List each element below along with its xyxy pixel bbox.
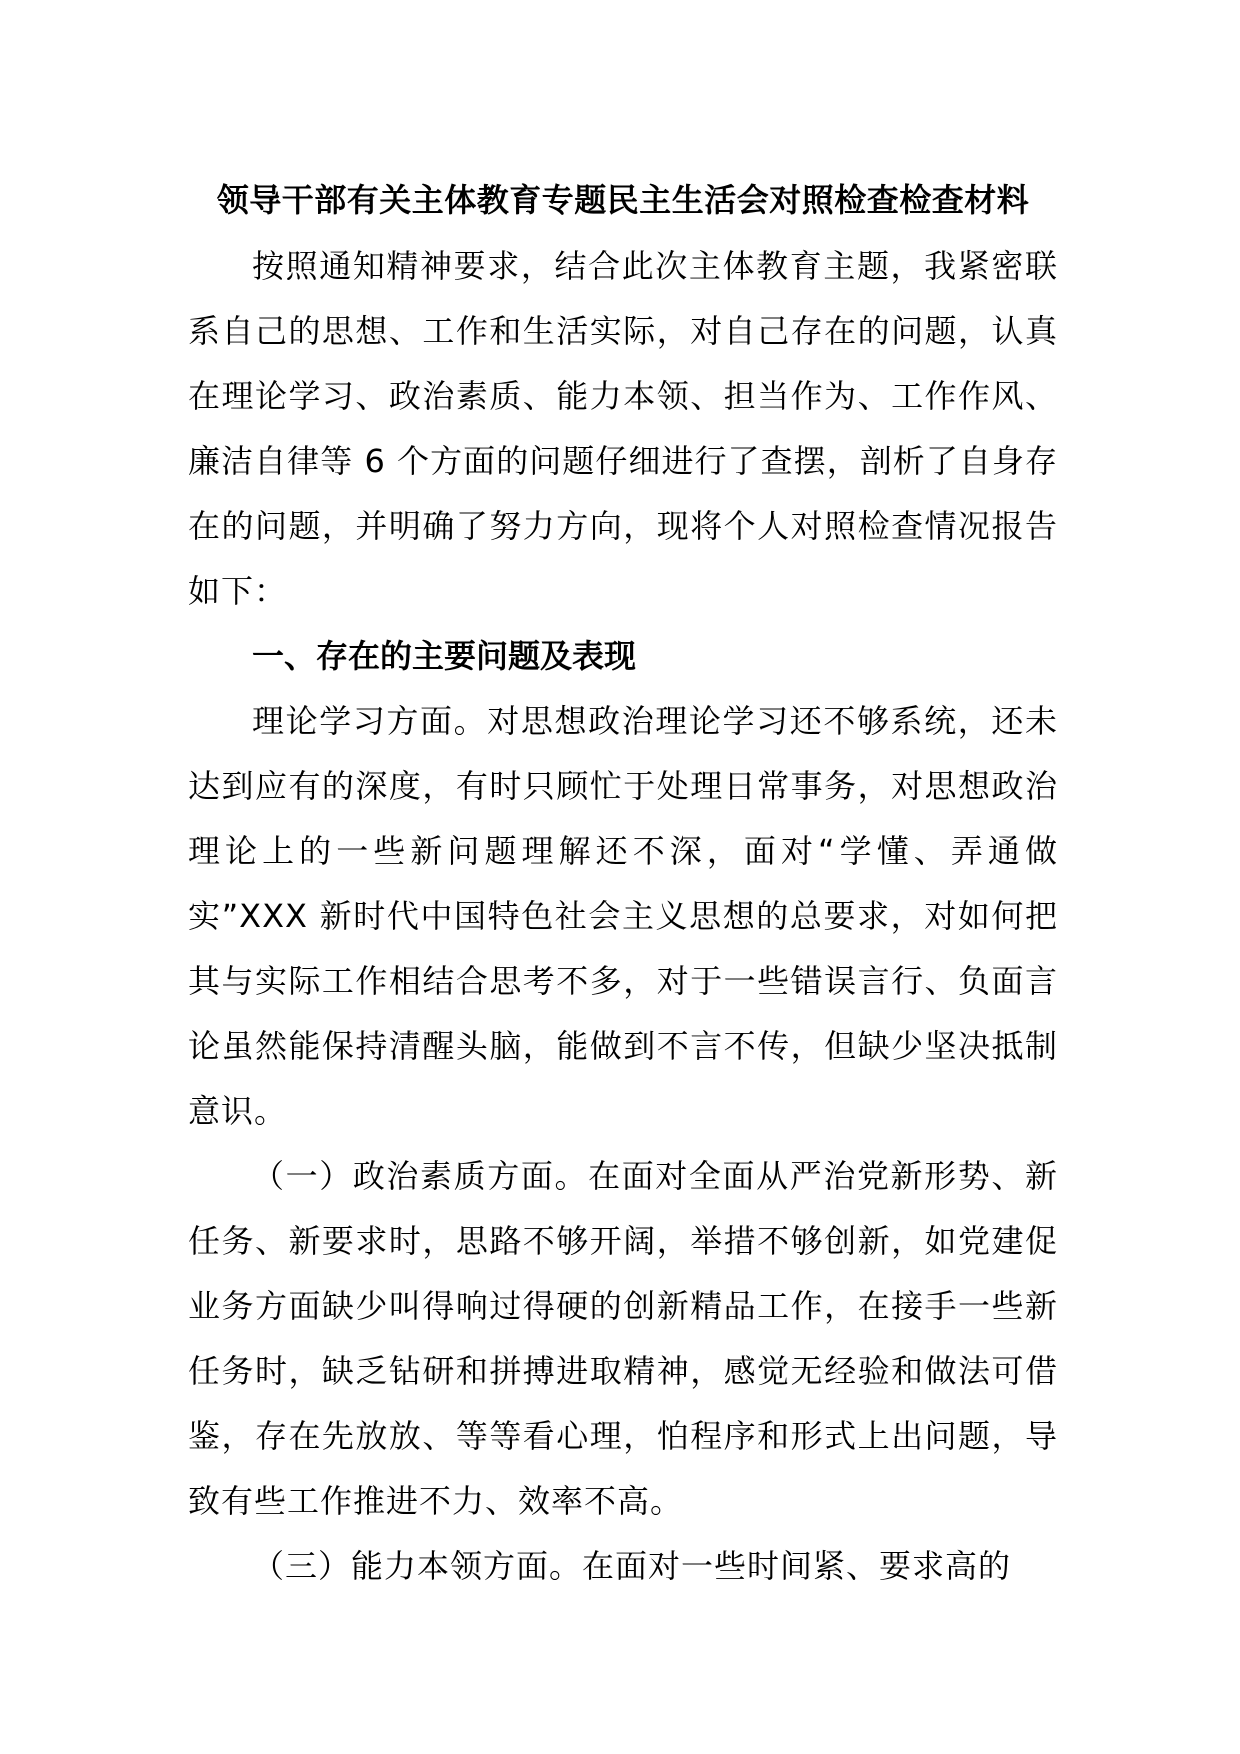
political-quality-paragraph: （一）政治素质方面。在面对全面从严治党新形势、新任务、新要求时，思路不够开阔，举措不够创新，如党建促业务方面缺少叫得响过得硬的创新精品工作，在接手一些新任务时，缺乏钻研和拼搏进取精神，感觉无经验和做法可借鉴，存在先放放、等等看心理，怕程序和形式上出问题，导致有些工作推进不力、效率不高。 bbox=[188, 1157, 1058, 1520]
document-title: 领导干部有关主体教育专题民主生活会对照检查检查材料 bbox=[216, 181, 1030, 219]
theory-study-paragraph: 理论学习方面。对思想政治理论学习还不够系统，还未达到应有的深度，有时只顾忙于处理日常事务，对思想政治理论上的一些新问题理解还不深，面对“学懂、弄通做实”XXX 新时代中国特色社会主义思想的总要求，对如何把其与实际工作相结合思考不多，对于一些错误言行、负面言论虽然能保持清醒头脑，能做到不言不传，但缺少坚决抵制意识。 bbox=[188, 702, 1058, 1130]
document-page bbox=[188, 172, 1058, 1599]
intro-paragraph: 按照通知精神要求，结合此次主体教育主题，我紧密联系自己的思想、工作和生活实际，对自己存在的问题，认真在理论学习、政治素质、能力本领、担当作为、工作作风、廉洁自律等 6 个方面的问题仔细进行了查摆，剖析了自身存在的问题，并明确了努力方向，现将个人对照检查情况报告如下： bbox=[188, 247, 1058, 610]
ability-paragraph: （三）能力本领方面。在面对一些时间紧、要求高的 bbox=[252, 1547, 1012, 1585]
section-heading-problems: 一、存在的主要问题及表现 bbox=[252, 637, 637, 675]
